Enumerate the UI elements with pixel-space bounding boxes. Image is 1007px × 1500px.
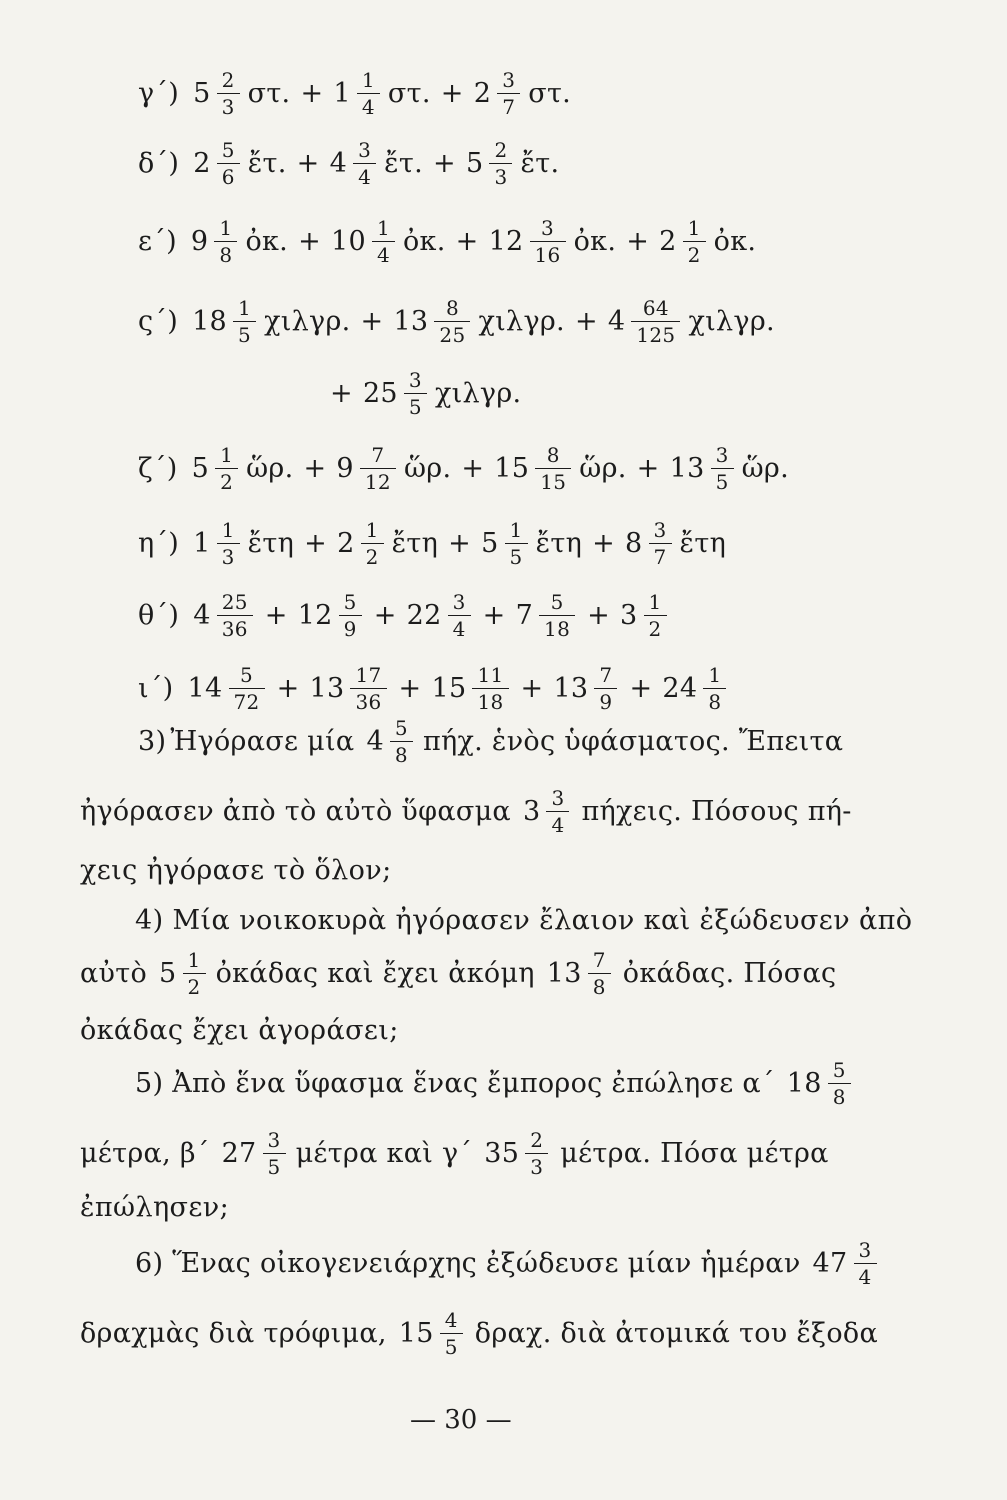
text: 5) Ἀπὸ ἕνα ὕφασμα ἕνας ἔμπορος ἐπώλησε α΄	[135, 1068, 775, 1099]
fraction	[535, 445, 571, 492]
text: δραχ. διὰ ἀτομικά του ἔξοδα	[474, 1318, 878, 1349]
numerator: 1	[708, 663, 722, 687]
numerator: 1	[220, 443, 234, 467]
sum-row	[138, 140, 559, 187]
fraction	[489, 140, 512, 187]
sum-row	[138, 298, 775, 345]
fraction	[854, 1240, 877, 1287]
whole-number: 5	[193, 78, 211, 109]
whole-number: 13	[309, 673, 345, 704]
whole-number: 10	[331, 226, 366, 257]
mixed-number	[489, 218, 617, 265]
numerator: 3	[551, 786, 565, 810]
plus-sign: +	[629, 673, 653, 704]
whole-number: 47	[812, 1248, 848, 1279]
fraction	[828, 1060, 851, 1107]
plus-sign: +	[587, 600, 611, 631]
plus-sign: +	[482, 600, 506, 631]
numerator: 3	[358, 138, 372, 162]
fraction	[350, 665, 386, 712]
denominator: 36	[217, 615, 253, 639]
fraction	[233, 298, 256, 345]
denominator: 8	[828, 1083, 851, 1107]
whole-number: 4	[193, 600, 211, 631]
denominator: 7	[497, 93, 520, 117]
whole-number: 5	[481, 528, 499, 559]
denominator: 2	[361, 543, 384, 567]
fraction	[588, 950, 611, 997]
text: αὐτὸ	[80, 958, 148, 989]
plus-sign: +	[433, 148, 456, 179]
sum-row	[138, 665, 728, 712]
mixed-number	[466, 140, 559, 187]
denominator: 4	[372, 241, 395, 265]
denominator: 5	[711, 468, 734, 492]
unit-label: ὀκ.	[403, 226, 446, 257]
plus-sign: +	[636, 453, 660, 484]
numerator: 4	[444, 1308, 458, 1332]
fraction	[339, 592, 362, 639]
problem-3-line-2	[80, 788, 852, 835]
numerator: 2	[221, 68, 235, 92]
fraction	[631, 298, 680, 345]
fraction	[183, 950, 206, 997]
mixed-number	[337, 520, 438, 567]
numerator: 3	[858, 1238, 872, 1262]
mixed-number	[659, 218, 756, 265]
numerator: 2	[494, 138, 508, 162]
whole-number: 9	[336, 453, 354, 484]
plus-sign: +	[520, 673, 544, 704]
whole-number: 18	[786, 1068, 822, 1099]
plus-sign: +	[448, 528, 472, 559]
whole-number: 14	[187, 673, 223, 704]
plus-sign: +	[264, 600, 288, 631]
mixed-number	[336, 445, 451, 492]
unit-label: ἔτη	[247, 528, 295, 559]
mixed-number	[608, 298, 775, 345]
fraction	[372, 218, 395, 265]
fraction	[361, 520, 384, 567]
unit-label: ὀκ.	[245, 226, 289, 257]
denominator: 125	[631, 321, 680, 345]
item-label: ς΄)	[138, 306, 179, 337]
numerator: 11	[477, 663, 504, 687]
numerator: 1	[687, 216, 701, 240]
mixed-number	[193, 140, 286, 187]
mixed-number	[193, 520, 294, 567]
mixed-number	[330, 140, 423, 187]
denominator: 5	[440, 1333, 463, 1357]
denominator: 16	[530, 241, 566, 265]
sum-row	[138, 592, 669, 639]
fraction	[497, 70, 520, 117]
item-label: ε΄)	[138, 226, 177, 257]
mixed-number	[188, 665, 267, 712]
fraction	[594, 665, 617, 712]
denominator: 5	[505, 543, 528, 567]
numerator: 1	[238, 296, 252, 320]
whole-number: 12	[488, 226, 524, 257]
fraction	[360, 445, 396, 492]
numerator: 3	[408, 368, 422, 392]
whole-number: 3	[522, 796, 541, 827]
item-label: η΄)	[138, 528, 180, 559]
mixed-number	[310, 665, 389, 712]
whole-number: 5	[191, 453, 210, 484]
numerator: 1	[187, 948, 201, 972]
denominator: 8	[390, 741, 413, 765]
plus-sign: +	[360, 306, 384, 337]
unit-label: ἔτ.	[520, 148, 560, 179]
mixed-number	[494, 445, 626, 492]
denominator: 72	[229, 688, 265, 712]
fraction	[683, 218, 706, 265]
numerator: 7	[592, 948, 606, 972]
denominator: 5	[404, 393, 427, 417]
sum-row	[330, 370, 521, 417]
plus-sign: +	[455, 226, 479, 257]
denominator: 8	[214, 241, 237, 265]
mixed-number	[516, 592, 578, 639]
whole-number: 4	[366, 726, 384, 757]
whole-number: 2	[337, 528, 355, 559]
problem-3-line-1	[138, 718, 843, 765]
plus-sign: +	[592, 528, 616, 559]
text: Ἠγόρασε μία	[170, 726, 355, 757]
numerator: 5	[240, 663, 254, 687]
plus-sign: +	[440, 78, 464, 109]
fraction	[448, 592, 471, 639]
fraction	[530, 218, 566, 265]
unit-label: ἔτη	[679, 528, 727, 559]
fraction	[649, 520, 672, 567]
denominator: 4	[854, 1263, 877, 1287]
mixed-number	[331, 218, 446, 265]
whole-number: 15	[431, 673, 467, 704]
whole-number: 4	[329, 148, 348, 179]
sum-row	[138, 70, 571, 117]
fraction	[263, 1130, 286, 1177]
denominator: 8	[703, 688, 726, 712]
denominator: 15	[535, 468, 571, 492]
problem-4-line-1: 4) Μία νοικοκυρὰ ἠγόρασεν ἔλαιον καὶ ἐξώδευσεν ἀπὸ	[135, 905, 913, 936]
problem-6-line-1	[135, 1240, 879, 1287]
denominator: 4	[546, 811, 569, 835]
whole-number: 12	[297, 600, 333, 631]
unit-label: ὥρ.	[579, 453, 627, 484]
unit-label: ὥρ.	[741, 453, 789, 484]
denominator: 4	[357, 93, 380, 117]
text: 6) Ἕνας οἰκογενειάρχης ἐξώδευσε μίαν ἡμέραν	[135, 1248, 801, 1279]
unit-label: ὥρ.	[403, 453, 452, 484]
text: πήχεις. Πόσους πή-	[581, 796, 852, 827]
plus-sign: +	[461, 453, 485, 484]
problem-3-line-3: χεις ἠγόρασε τὸ ὅλον;	[80, 855, 392, 886]
numerator: 1	[365, 518, 379, 542]
mixed-number	[625, 520, 726, 567]
numerator: 3	[452, 590, 466, 614]
whole-number: 13	[553, 673, 589, 704]
numerator: 3	[715, 443, 729, 467]
numerator: 5	[832, 1058, 846, 1082]
denominator: 3	[217, 93, 240, 117]
plus-sign: +	[398, 673, 422, 704]
unit-label: ὀκ.	[573, 226, 617, 257]
mixed-number	[407, 592, 473, 639]
whole-number: 13	[669, 453, 705, 484]
whole-number: 15	[494, 453, 530, 484]
numerator: 8	[546, 443, 560, 467]
numerator: 5	[550, 590, 564, 614]
numerator: 3	[502, 68, 516, 92]
unit-label: στ.	[247, 78, 291, 109]
whole-number: 4	[607, 306, 626, 337]
text: ὀκάδας καὶ ἔχει ἀκόμη	[215, 958, 535, 989]
fraction	[390, 718, 413, 765]
fraction	[703, 665, 726, 712]
whole-number: 13	[393, 306, 429, 337]
fraction	[217, 140, 240, 187]
problem-5-line-1	[135, 1060, 853, 1107]
whole-number: 2	[473, 78, 492, 109]
fraction	[525, 1130, 548, 1177]
mixed-number	[474, 70, 571, 117]
numerator: 1	[219, 216, 233, 240]
whole-number: 13	[546, 958, 582, 989]
denominator: 18	[472, 688, 508, 712]
denominator: 36	[350, 688, 386, 712]
numerator: 1	[509, 518, 523, 542]
numerator: 1	[221, 518, 235, 542]
numerator: 1	[648, 590, 662, 614]
fraction	[357, 70, 380, 117]
unit-label: ὥρ.	[246, 453, 294, 484]
whole-number: 5	[159, 958, 177, 989]
numerator: 5	[394, 716, 408, 740]
whole-number: 7	[515, 600, 534, 631]
fraction	[472, 665, 508, 712]
text: μέτρα, β΄	[80, 1138, 210, 1169]
whole-number: 22	[406, 600, 442, 631]
denominator: 4	[353, 163, 376, 187]
page-number: — 30 —	[410, 1405, 512, 1435]
plus-sign: +	[330, 378, 353, 409]
item-label: ι΄)	[138, 673, 174, 704]
fraction	[353, 140, 376, 187]
sum-row	[138, 218, 756, 265]
fraction	[505, 520, 528, 567]
sum-row	[138, 520, 726, 567]
fraction	[229, 665, 265, 712]
text: ἠγόρασεν ἀπὸ τὸ αὐτὸ ὕφασμα	[80, 796, 511, 827]
plus-sign: +	[574, 306, 598, 337]
fraction	[434, 298, 470, 345]
unit-label: ἔτη	[391, 528, 439, 559]
numerator: 25	[221, 590, 248, 614]
unit-label: χιλγρ.	[478, 306, 565, 337]
plus-sign: +	[626, 226, 650, 257]
mixed-number	[670, 445, 789, 492]
numerator: 2	[530, 1128, 544, 1152]
denominator: 12	[360, 468, 396, 492]
whole-number: 35	[484, 1138, 520, 1169]
whole-number: 1	[333, 78, 351, 109]
plus-sign: +	[276, 673, 300, 704]
denominator: 3	[217, 543, 240, 567]
unit-label: στ.	[387, 78, 431, 109]
text: μέτρα καὶ γ΄	[295, 1138, 473, 1169]
item-label: θ΄)	[138, 600, 180, 631]
problem-5-line-2	[80, 1130, 829, 1177]
whole-number: 3	[620, 600, 638, 631]
item-label: γ΄)	[138, 78, 180, 109]
mixed-number	[431, 665, 510, 712]
plus-sign: +	[298, 226, 321, 257]
unit-label: στ.	[528, 78, 572, 109]
numerator: 7	[599, 663, 613, 687]
unit-label: ἔτη	[535, 528, 583, 559]
mixed-number	[553, 665, 619, 712]
mixed-number	[193, 70, 290, 117]
denominator: 2	[215, 468, 238, 492]
plus-sign: +	[300, 78, 324, 109]
plus-sign: +	[304, 528, 328, 559]
problem-4-line-2	[80, 950, 836, 997]
text: μέτρα. Πόσα μέτρα	[560, 1138, 829, 1169]
numerator: 1	[361, 68, 375, 92]
numerator: 5	[343, 590, 357, 614]
whole-number: 5	[465, 148, 484, 179]
denominator: 2	[644, 615, 667, 639]
mixed-number	[191, 218, 288, 265]
numerator: 64	[642, 296, 669, 320]
whole-number: 15	[398, 1318, 434, 1349]
denominator: 2	[183, 973, 206, 997]
numerator: 7	[371, 443, 385, 467]
text: πήχ. ἑνὸς ὑφάσματος. Ἔπειτα	[422, 726, 844, 757]
unit-label: χιλγρ.	[688, 306, 775, 337]
item-label: ζ΄)	[138, 453, 178, 484]
numerator: 5	[221, 138, 235, 162]
mixed-number	[333, 70, 430, 117]
denominator: 3	[489, 163, 512, 187]
fraction	[214, 218, 237, 265]
fraction	[217, 70, 240, 117]
numerator: 3	[267, 1128, 281, 1152]
text: ὀκάδας. Πόσας	[622, 958, 837, 989]
denominator: 3	[525, 1153, 548, 1177]
numerator: 8	[445, 296, 459, 320]
sum-row	[138, 445, 789, 492]
problem-4-line-3: ὀκάδας ἔχει ἀγοράσει;	[80, 1015, 399, 1046]
problem-number: 3)	[138, 726, 167, 757]
unit-label: ἔτ.	[384, 148, 424, 179]
whole-number: 2	[193, 148, 211, 179]
numerator: 3	[653, 518, 667, 542]
fraction	[404, 370, 427, 417]
denominator: 6	[217, 163, 240, 187]
mixed-number	[193, 592, 255, 639]
plus-sign: +	[373, 600, 397, 631]
problem-5-line-3: ἐπώλησεν;	[80, 1192, 230, 1223]
denominator: 25	[434, 321, 470, 345]
item-label: δ΄)	[138, 148, 180, 179]
plus-sign: +	[303, 453, 327, 484]
whole-number: 9	[190, 226, 209, 257]
denominator: 5	[263, 1153, 286, 1177]
fraction	[215, 445, 238, 492]
mixed-number	[192, 445, 294, 492]
fraction	[539, 592, 575, 639]
mixed-number	[393, 298, 564, 345]
denominator: 9	[594, 688, 617, 712]
fraction	[217, 592, 253, 639]
denominator: 4	[448, 615, 471, 639]
whole-number: 25	[362, 378, 398, 409]
fraction	[440, 1310, 463, 1357]
unit-label: χιλγρ.	[264, 306, 351, 337]
mixed-number	[363, 370, 521, 417]
problem-6-line-2	[80, 1310, 878, 1357]
fraction	[644, 592, 667, 639]
denominator: 9	[339, 615, 362, 639]
numerator: 1	[376, 216, 390, 240]
unit-label: ἔτ.	[247, 148, 287, 179]
mixed-number	[662, 665, 728, 712]
denominator: 5	[233, 321, 256, 345]
mixed-number	[481, 520, 582, 567]
fraction	[711, 445, 734, 492]
numerator: 3	[541, 216, 555, 240]
denominator: 7	[649, 543, 672, 567]
denominator: 8	[588, 973, 611, 997]
unit-label: ὀκ.	[713, 226, 757, 257]
whole-number: 2	[659, 226, 677, 257]
denominator: 2	[683, 241, 706, 265]
fraction	[217, 520, 240, 567]
unit-label: χιλγρ.	[434, 378, 522, 409]
mixed-number	[298, 592, 364, 639]
whole-number: 27	[221, 1138, 257, 1169]
plus-sign: +	[296, 148, 320, 179]
numerator: 17	[355, 663, 382, 687]
mixed-number	[192, 298, 350, 345]
whole-number: 8	[625, 528, 643, 559]
whole-number: 24	[662, 673, 698, 704]
fraction	[546, 788, 569, 835]
whole-number: 18	[192, 306, 228, 337]
whole-number: 1	[193, 528, 211, 559]
mixed-number	[620, 592, 669, 639]
text: δραχμὰς διὰ τρόφιμα,	[80, 1318, 387, 1349]
denominator: 18	[539, 615, 575, 639]
